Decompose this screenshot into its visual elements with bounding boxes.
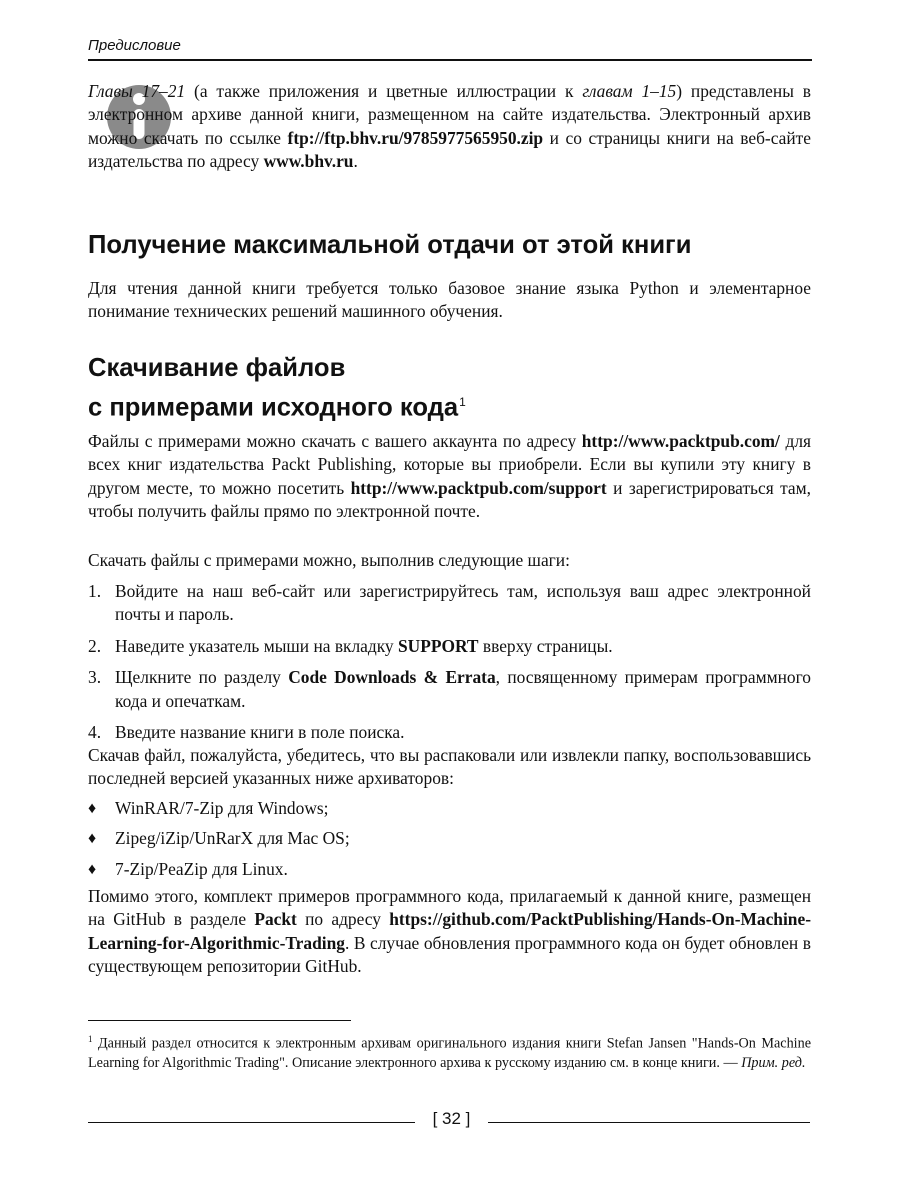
step-number: 3. [88, 667, 102, 688]
step-number: 4. [88, 722, 102, 743]
note-text: ) представлены в электронном архиве данной книги, размещенном на сайте издательства. Электронный архив можно скачать по ссылке [88, 81, 811, 148]
archiver-text: 7-Zip/PeaZip для Linux. [115, 858, 288, 879]
paragraph-text: . В случае обновления программного кода он будет обновлен в существующем репозитории GitHub. [88, 932, 811, 977]
paragraph-text: Помимо этого, комплект примеров программного кода, прилагаемый к данной книге, размещен на GitHub в разделе [88, 886, 811, 930]
packtpub-support-link[interactable]: http://www.packtpub.com/support [350, 477, 607, 498]
page-number: [ 32 ] [432, 1109, 471, 1128]
paragraph-text: для всех книг издательства Packt Publishing, которые вы приобрели. Если вы купили эту книгу в другом месте, то можно посетить [88, 431, 811, 498]
step-number: 2. [88, 635, 102, 656]
step-text: Наведите указатель мыши на вкладку [115, 635, 398, 656]
footnote-editor-note: Прим. ред. [741, 1055, 806, 1072]
github-link[interactable]: https://github.com/PacktPublishing/Hands-On-Machine-Learning-for-Algorithmic-Trading [88, 909, 811, 953]
github-paragraph [88, 885, 811, 979]
note-chapters: Главы 17–21 [88, 81, 186, 101]
list-item [88, 721, 811, 744]
info-note [88, 80, 811, 174]
list-item [88, 666, 811, 713]
list-item [88, 827, 811, 850]
bhv-link[interactable]: www.bhv.ru [263, 151, 354, 172]
packt-section-name: Packt [254, 909, 297, 930]
footnote-rule [88, 1020, 351, 1021]
step-text: Введите название книги в поле поиска. [115, 722, 405, 743]
note-chapters-ref: главам 1–15 [582, 81, 677, 101]
list-item [88, 797, 811, 820]
section-heading-downloads [88, 351, 466, 425]
footer-rule [88, 1122, 415, 1123]
footnote [88, 1030, 811, 1074]
footnote-ref[interactable]: 1 [459, 395, 466, 409]
footer-rule [488, 1122, 810, 1123]
step-text: Щелкните по разделу [115, 667, 289, 688]
archiver-text: WinRAR/7-Zip для Windows; [115, 798, 329, 818]
ftp-link[interactable]: ftp://ftp.bhv.ru/9785977565950.zip [287, 127, 544, 148]
list-item [88, 858, 811, 881]
diamond-bullet-icon: ♦ [88, 800, 97, 817]
note-text: и со страницы книги на веб-сайте издательства по адресу [88, 127, 811, 172]
footnote-mark: 1 [88, 1034, 93, 1044]
archivers-list [88, 797, 811, 888]
step-text: , посвященному примерам программного кода и опечаткам. [115, 667, 812, 711]
packtpub-link[interactable]: http://www.packtpub.com/ [581, 431, 780, 451]
diamond-bullet-icon: ♦ [88, 860, 97, 878]
note-text: . [353, 151, 358, 172]
running-head: Предисловие [88, 37, 181, 54]
steps-list [88, 580, 811, 752]
paragraph-text: по адресу [296, 909, 390, 930]
archiver-text: Zipeg/iZip/UnRarX для Mac OS; [115, 828, 350, 849]
diamond-bullet-icon: ♦ [88, 830, 97, 848]
list-item [88, 635, 811, 658]
header-rule [88, 59, 812, 61]
heading-line: Скачивание файлов [88, 354, 346, 382]
download-paragraph [88, 430, 811, 524]
archivers-intro: Скачав файл, пожалуйста, убедитесь, что вы распаковали или извлекли папку, воспользовавшись последней версией указанных ниже архиваторов: [88, 745, 811, 789]
footnote-text: Данный раздел относится к электронным архивам оригинального издания книги Stefan Jansen "Hands-On Machine Learning for Algorithmic Trading". Описание электронного архива к русскому изданию см. в конце книги. — [88, 1035, 811, 1072]
paragraph-text: Файлы с примерами можно скачать с вашего аккаунта по адресу [88, 431, 582, 451]
paragraph-text: и зарегистрироваться там, чтобы получить файлы прямо по электронной почте. [88, 477, 811, 522]
reading-paragraph: Для чтения данной книги требуется только базовое знание языка Python и элементарное понимание технических решений машинного обучения. [88, 278, 811, 322]
step-number: 1. [88, 581, 102, 601]
heading-line: с примерами исходного кода [88, 393, 459, 422]
step-keyword: Code Downloads & Errata [288, 667, 496, 688]
step-text: Войдите на наш веб-сайт или зарегистрируйтесь там, используя ваш адрес электронной почты и пароль. [115, 581, 811, 625]
note-text: (а также приложения и цветные иллюстрации к [185, 81, 583, 101]
step-text: вверху страницы. [478, 635, 613, 656]
section-heading-reading: Получение максимальной отдачи от этой книги [88, 231, 692, 259]
step-keyword: SUPPORT [397, 635, 479, 656]
steps-intro: Скачать файлы с примерами можно, выполнив следующие шаги: [88, 550, 570, 570]
list-item [88, 580, 811, 627]
